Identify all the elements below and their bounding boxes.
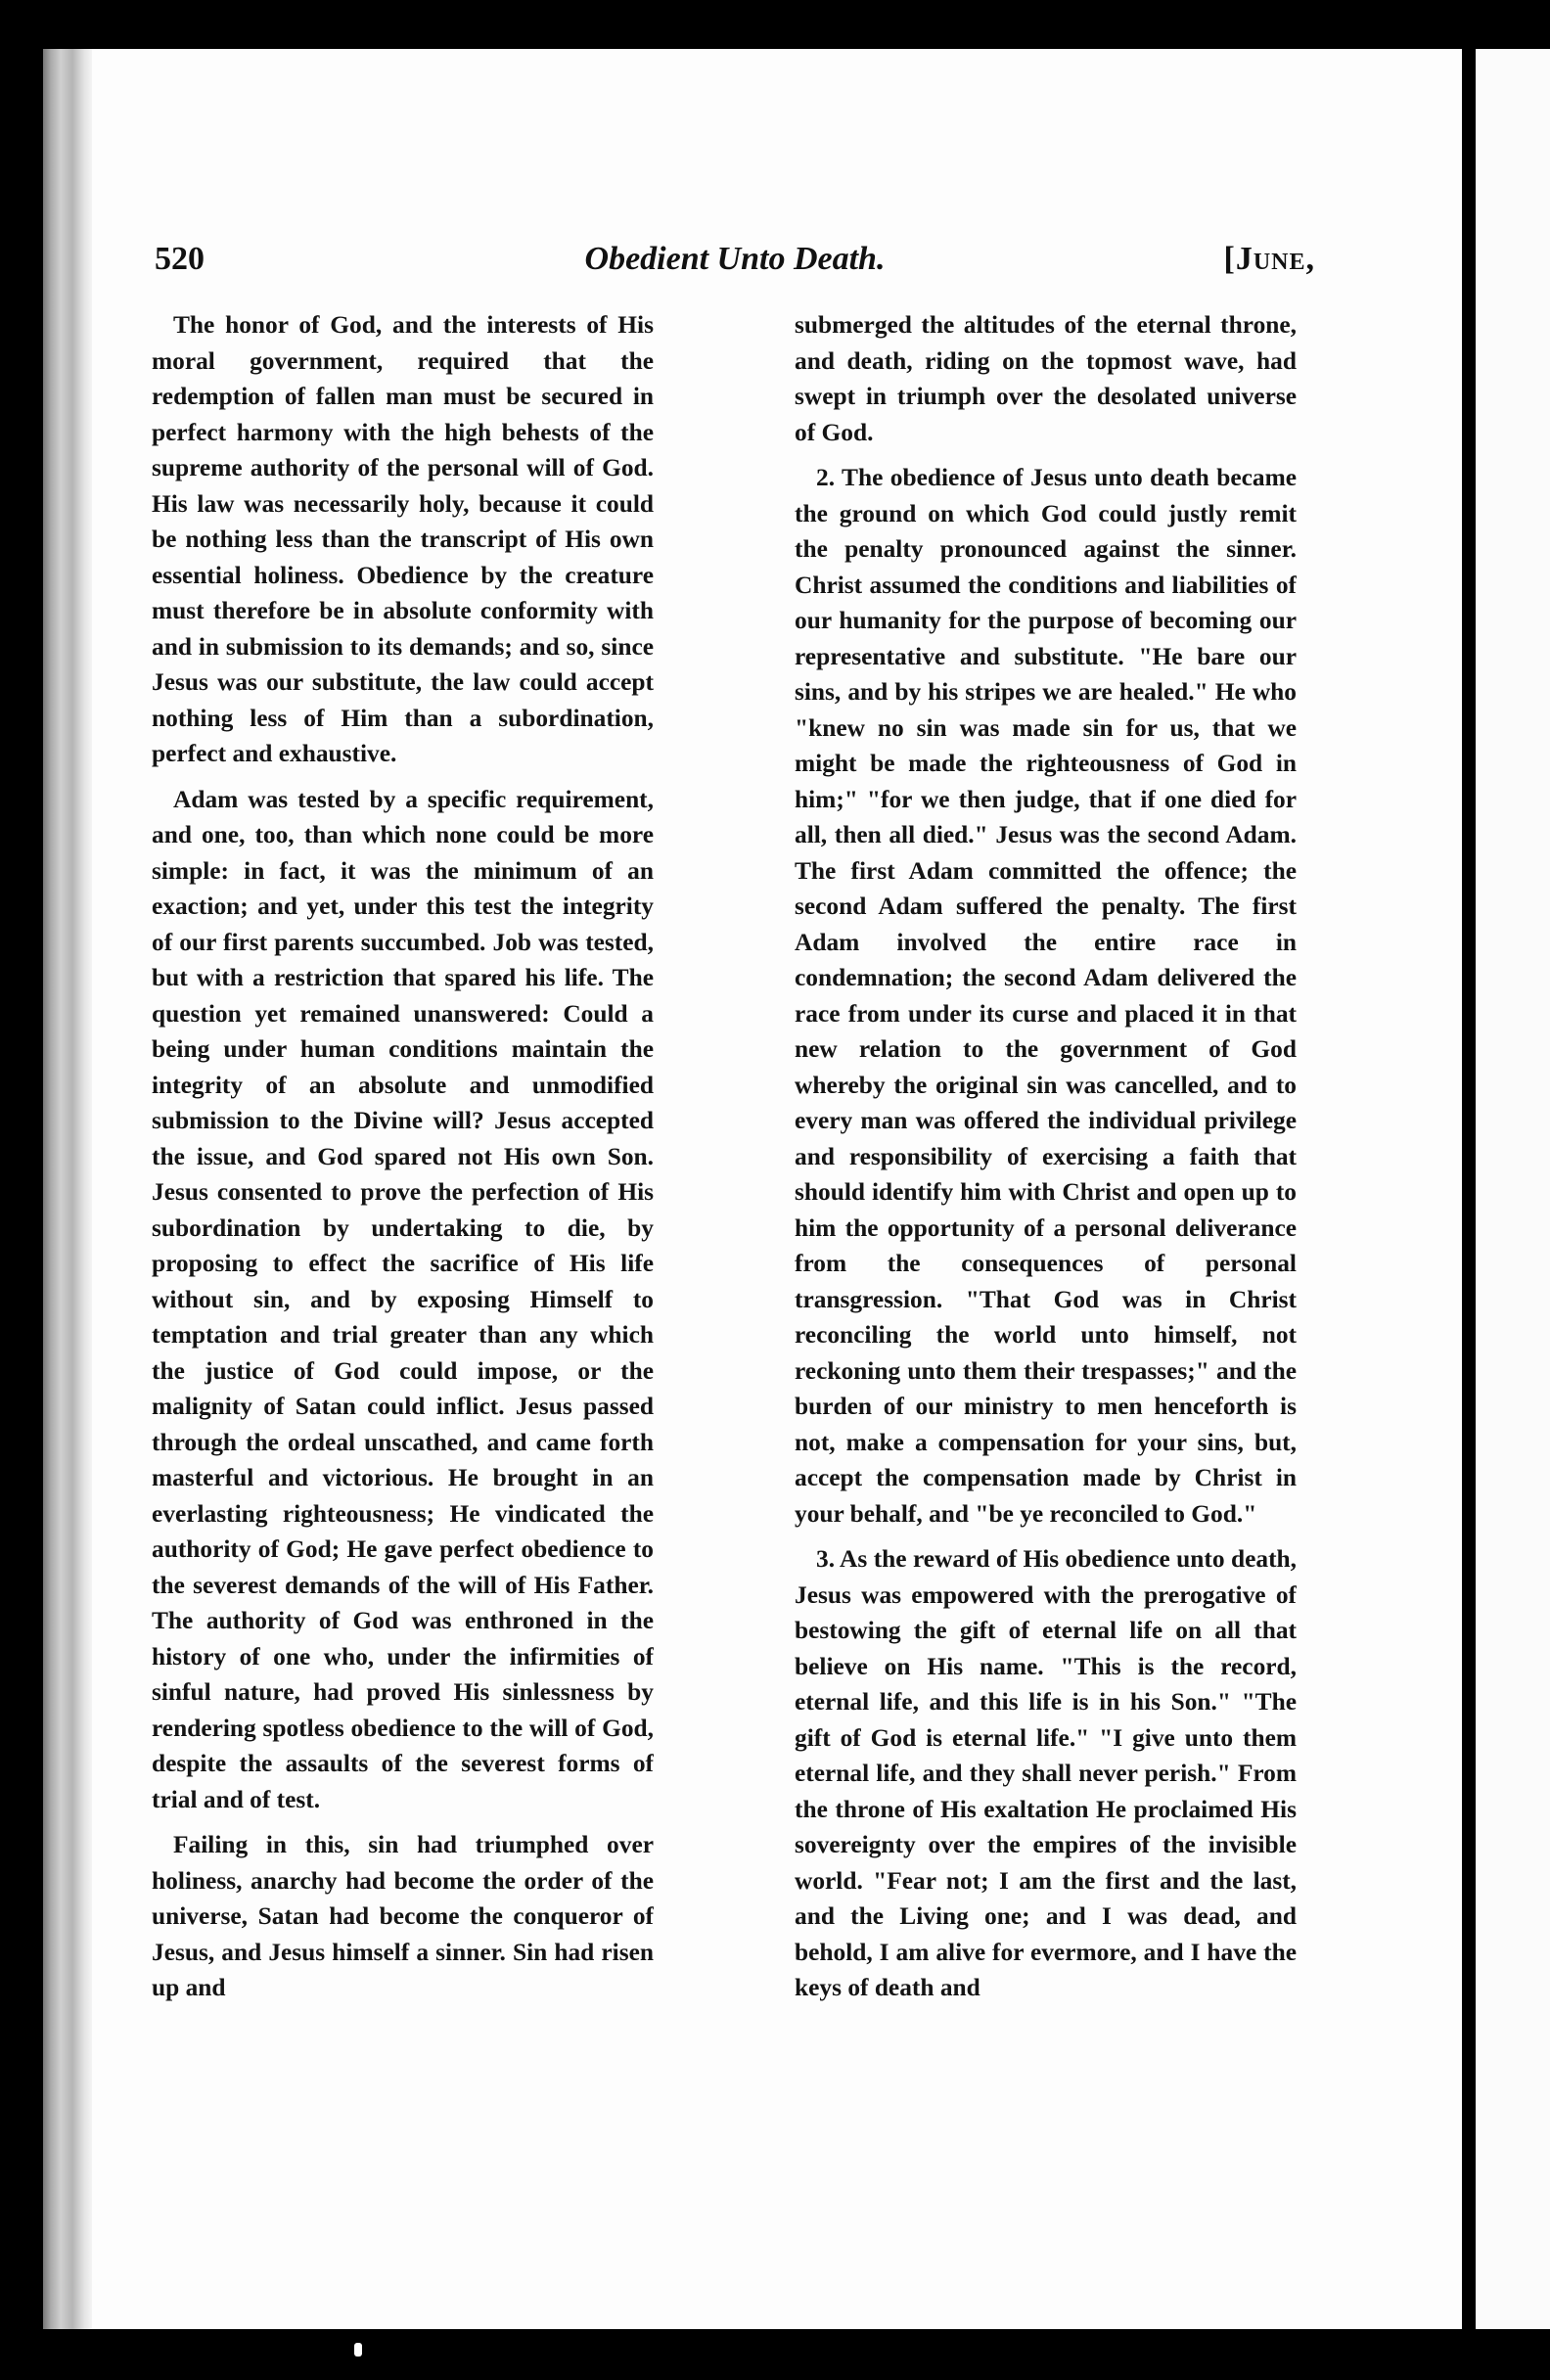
right-column [795, 307, 1297, 2225]
running-month: [June, [1223, 241, 1315, 277]
paragraph: 2. The obedience of Jesus unto death became the ground on which God could justly remit the penalty pronounced against the sinner. Christ assumed the conditions and liabilities of our humanity for the purpose of becoming our representative and substitute. "He bare our sins, and by his stripes we are healed." He who "knew no sin was made sin for us, that we might be made the righteousness of God in him;" "for we then judge, that if one died for all, then all died." Jesus was the second Adam. The first Adam committed the offence; the second Adam suffered the penalty. The first Adam involved the entire race in condemnation; the second Adam delivered the race from under its curse and placed it in that new relation to the government of God whereby the original sin was cancelled, and to every man was offered the individual privilege and responsibility of exercising a faith that should identify him with Christ and open up to him the opportunity of a personal deliverance from the consequences of personal transgression. "That God was in Christ reconciling the world unto himself, not reckoning unto them their trespasses;" and the burden of our ministry to men henceforth is not, make a compensation for your sins, but, accept the compensation made by Christ in your behalf, and "be ye reconciled to God." [795, 464, 1297, 1528]
running-title: Obedient Unto Death. [584, 241, 886, 277]
page-header [155, 241, 1315, 290]
paragraph: 3. As the reward of His obedience unto death, Jesus was empowered with the prerogative of bestowing the gift of eternal life on all that believe on His name. "This is the record, eternal life, and this life is in his Son." "The gift of God is eternal life." "I give unto them eternal life, and they shall never perish." From the throne of His exaltation He proclaimed His sovereignty over the empires of the invisible world. "Fear not; I am the first and the last, and the Living one; and I was dead, and behold, I am alive for evermore, and I have the keys of death and [795, 1545, 1297, 2001]
paragraph: Failing in this, sin had triumphed over holiness, anarchy had become the order of the universe, Satan had become the conqueror of Jesus, and Jesus himself a sinner. Sin had risen up and [152, 1831, 654, 2001]
facing-page-edge [1476, 49, 1550, 2329]
paragraph: Adam was tested by a specific requirement, and one, too, than which none could be more simple: in fact, it was the minimum of an exaction; and yet, under this test the integrity of our first parents succumbed. Job was tested, but with a restriction that spared his life. The question yet remained unanswered: Could a being under human conditions maintain the integrity of an absolute and unmodified submission to the Divine will? Jesus accepted the issue, and God spared not His own Son. Jesus consented to prove the perfection of His subordination by undertaking to die, by proposing to effect the sacrifice of His life without sin, and by exposing Himself to temptation and trial greater than any which the justice of God could impose, or the malignity of Satan could inflict. Jesus passed through the ordeal unscathed, and came forth masterful and victorious. He brought in an everlasting righteousness; He vindicated the authority of God; He gave perfect obedience to the severest demands of the will of His Father. The authority of God was enthroned in the history of one who, under the infirmities of sinful nature, had proved His sinlessness by rendering spotless obedience to the will of God, despite the assaults of the severest forms of trial and of test. [152, 785, 654, 1813]
page-number: 520 [155, 241, 205, 277]
left-column [152, 307, 654, 2225]
scan-speck [354, 2343, 362, 2357]
book-gutter [43, 49, 92, 2329]
paragraph: The honor of God, and the interests of His moral government, required that the redemption of fallen man must be secured in perfect harmony with the high behests of the supreme authority of the personal will of God. His law was necessarily holy, because it could be nothing less than the transcript of His own essential holiness. Obedience by the creature must therefore be in absolute conformity with and in submission to its demands; and so, since Jesus was our substitute, the law could accept nothing less of Him than a subordination, perfect and exhaustive. [152, 311, 654, 767]
paragraph: submerged the altitudes of the eternal throne, and death, riding on the topmost wave, had swept in triumph over the desolated universe of God. [795, 311, 1297, 446]
